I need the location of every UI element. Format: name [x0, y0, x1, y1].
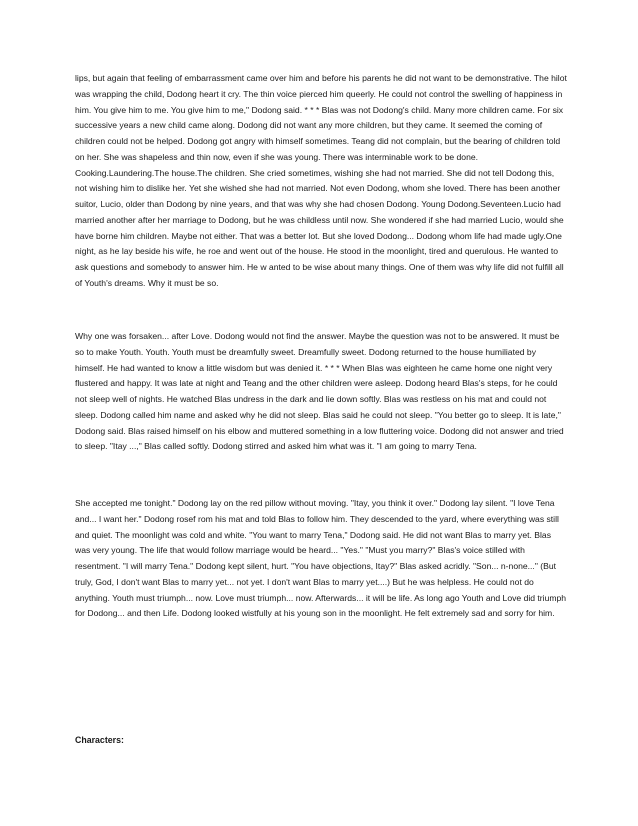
story-paragraph-3: She accepted me tonight." Dodong lay on the red pillow without moving. "Itay, you think it over." Dodong lay silent. "I love Tena and... I want her." Dodong rosef rom his mat and told Blas to follow him. They descended to the yard, where everything was still and quiet. The moonlight was cold and white. "You want to marry Tena," Dodong said. He did not want Blas to marry yet. Blas was very young. The life that would follow marriage would be heard... "Yes." "Must you marry?" Blas's voice stilled with resentment. "I will marry Tena." Dodong kept silent, hurt. "You have objections, Itay?" Blas asked acridly. "Son... n-none..." (But truly, God, I don't want Blas to marry yet... not yet. I don't want Blas to marry yet....) But he was helpless. He could not do anything. Youth must triumph... now. Love must triumph... now. Afterwards... it will be life. As long ago Youth and Love did triumph for Dodong... and then Life. Dodong looked wistfully at his young son in the moonlight. He felt extremely sad and sorry for him. — [75, 498, 567, 619]
story-paragraph-2: Why one was forsaken... after Love. Dodong would not find the answer. Maybe the question was not to be answered. It must be so to make Youth. Youth. Youth must be dreamfully sweet. Dreamfully sweet. Dodong returned to the house humiliated by himself. He had wanted to know a little wisdom but was denied it. * * * When Blas was eighteen he came home one night very flustered and happy. It was late at night and Teang and the other children were asleep. Dodong heard Blas's steps, for he could not sleep well of nights. He watched Blas undress in the dark and lie down softly. Blas was restless on his mat and could not sleep. Dodong called him name and asked why he did not sleep. Blas said he could not sleep. "You better go to sleep. It is late," Dodong said. Blas raised himself on his elbow and muttered something in a low fluttering voice. Dodong did not answer and tried to sleep. "Itay ...," Blas called softly. Dodong stirred and asked him what was it. "I am going to marry Tena. — [75, 331, 564, 452]
story-paragraph-1: lips, but again that feeling of embarrassment came over him and before his parents he did not want to be demonstrative. The hilot was wrapping the child, Dodong heart it cry. The thin voice pierced him queerly. He could not control the swelling of happiness in him. You give him to me. You give him to me," Dodong said. * * * Blas was not Dodong's child. Many more children came. For six successive years a new child came along. Dodong did not want any more children, but they came. It seemed the coming of children could not be helped. Dodong got angry with himself sometimes. Teang did not complain, but the bearing of children told on her. She was shapeless and thin now, even if she was young. There was interminable work to be done. Cooking.Laundering.The house.The children. She cried sometimes, wishing she had not married. She did not tell Dodong this, not wishing him to dislike her. Yet she wished she had not married. Not even Dodong, whom she loved. There has been another suitor, Lucio, older than Dodong by nine years, and that was why she had chosen Dodong. Young Dodong.Seventeen.Lucio had married another after her marriage to Dodong, but he was childless until now. She wondered if she had married Lucio, would she have borne him children. Maybe not either. That was a better lot. But she loved Dodong... Dodong whom life had made ugly.One night, as he lay beside his wife, he roe and went out of the house. He stood in the moonlight, tired and querulous. He wanted to ask questions and somebody to answer him. He w anted to be wise about many things. One of them was why life did not fulfill all of Youth's dreams. Why it must be so. — [75, 73, 567, 288]
section-heading-characters: Characters: — [75, 735, 124, 745]
